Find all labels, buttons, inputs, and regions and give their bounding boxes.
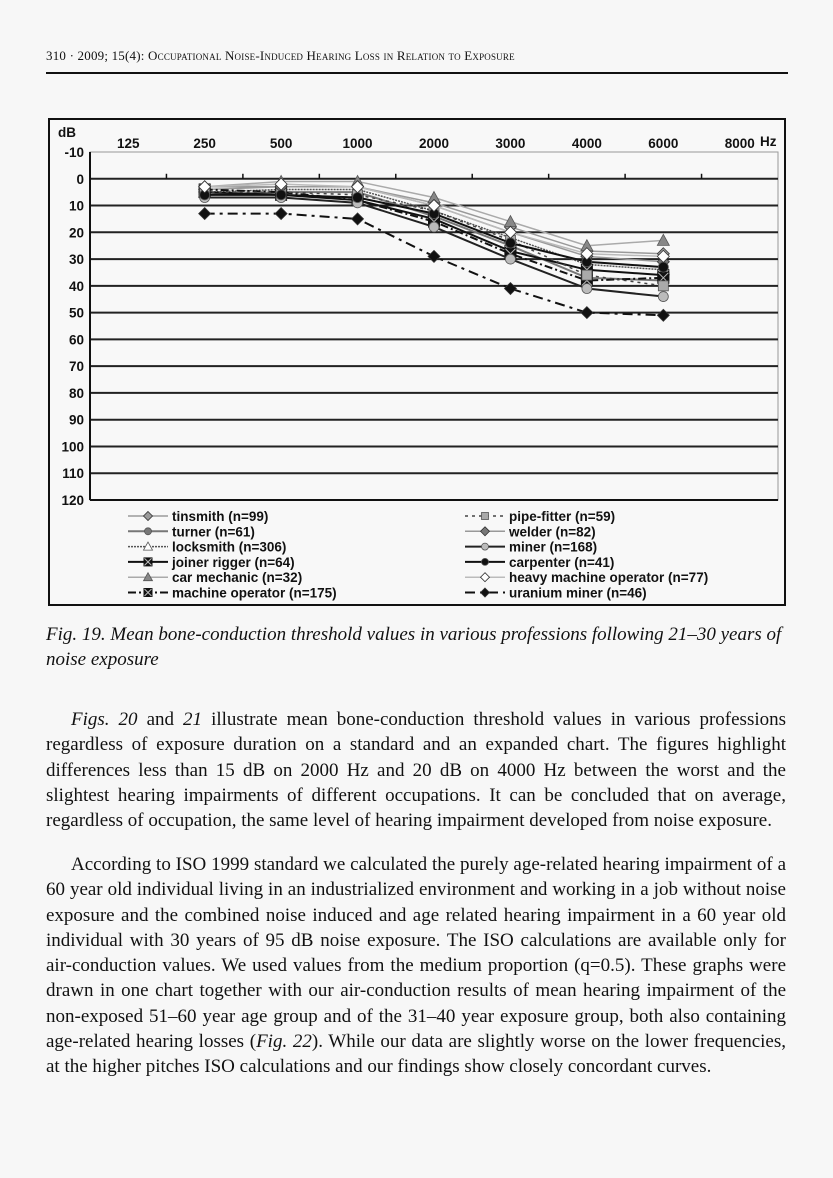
- svg-text:2000: 2000: [418, 136, 450, 151]
- svg-text:heavy machine operator (n=77): heavy machine operator (n=77): [509, 570, 709, 586]
- svg-text:-10: -10: [64, 145, 84, 160]
- svg-text:pipe-fitter (n=59): pipe-fitter (n=59): [509, 509, 616, 524]
- svg-text:10: 10: [68, 198, 84, 214]
- svg-text:miner (n=168): miner (n=168): [509, 539, 598, 555]
- svg-text:3000: 3000: [495, 136, 526, 151]
- figure-reference: Figs. 20: [71, 709, 138, 730]
- svg-text:welder (n=82): welder (n=82): [509, 524, 596, 540]
- legend-item: [128, 555, 295, 570]
- header-separator: ·: [69, 48, 75, 63]
- legend-item: [465, 570, 708, 585]
- svg-text:90: 90: [68, 412, 84, 428]
- legend-item: [128, 509, 268, 524]
- legend-item: [465, 555, 614, 570]
- svg-text:uranium miner (n=46): uranium miner (n=46): [509, 585, 647, 601]
- svg-text:500: 500: [269, 136, 293, 151]
- legend-item: [128, 586, 337, 601]
- paragraph-1: Figs. 20 and 21 illustrate mean bone-conduction threshold values in various professions regardless of exposure duration on a standard and an expanded chart. The figures highlight differences less than 15 dB on 2000 Hz and 20 dB on 4000 Hz between the worst and the slightest hearing impairments of different occupations. It can be concluded that on average, regardless of occupation, the same level of hearing impairment developed from noise exposure.: [46, 709, 787, 832]
- svg-text:carpenter (n=41): carpenter (n=41): [509, 554, 615, 570]
- figure-caption: Fig. 19. Mean bone-conduction threshold values in various professions following 21–30 years of noise exposure: [46, 624, 782, 670]
- svg-text:100: 100: [61, 439, 84, 455]
- svg-text:1000: 1000: [342, 136, 373, 151]
- svg-text:50: 50: [68, 305, 84, 321]
- svg-text:4000: 4000: [571, 136, 602, 151]
- legend-item: [465, 586, 647, 601]
- svg-text:dB: dB: [58, 125, 76, 140]
- svg-text:turner (n=61): turner (n=61): [172, 524, 255, 540]
- svg-text:machine operator (n=175): machine operator (n=175): [172, 585, 337, 601]
- svg-text:40: 40: [68, 278, 84, 294]
- svg-text:60: 60: [68, 332, 84, 348]
- paragraph-2: According to ISO 1999 standard we calculated the purely age-related hearing impairment of a 60 year old individual living in an industrialized environment and working in a job without noise exposure and the combined noise induced and age related hearing impairment in a 60 year old individual with 30 years of 95 dB noise exposure. The ISO calculations are available only for air-conduction values. We used values from the medium proportion (q=0.5). These graphs were drawn in one chart together with our air-conduction results of mean hearing impairment of the non-exposed 51–60 year age group and of the 31–40 year exposure group, both also containing age-related hearing losses (Fig. 22). While our data are slightly worse on the lower frequencies, at the higher pitches ISO calculations and our findings show closely concordant curves.: [46, 854, 786, 1078]
- svg-text:Hz: Hz: [760, 134, 777, 149]
- svg-text:125: 125: [116, 136, 140, 151]
- svg-text:6000: 6000: [648, 136, 679, 151]
- svg-text:tinsmith (n=99): tinsmith (n=99): [172, 509, 269, 524]
- running-title: Occupational Noise-Induced Hearing Loss in Relation to Exposure: [148, 48, 515, 63]
- journal-citation: 2009; 15(4):: [77, 48, 145, 63]
- page-number: 310: [46, 48, 67, 63]
- svg-text:110: 110: [62, 466, 84, 482]
- svg-text:8000: 8000: [724, 136, 755, 151]
- legend-item: [128, 524, 255, 539]
- figure-reference: Fig. 22: [256, 1031, 312, 1053]
- header-rule: [46, 72, 788, 74]
- audiogram-chart: [50, 120, 784, 604]
- svg-text:250: 250: [193, 136, 216, 151]
- legend-item: [465, 524, 596, 539]
- svg-text:120: 120: [61, 493, 84, 508]
- svg-text:joiner rigger (n=64): joiner rigger (n=64): [172, 554, 295, 570]
- figure-19: [48, 118, 786, 606]
- figure-reference: 21: [183, 709, 203, 730]
- svg-text:30: 30: [68, 252, 84, 268]
- running-header: [46, 48, 786, 64]
- legend-item: [128, 540, 286, 555]
- svg-text:locksmith (n=306): locksmith (n=306): [172, 539, 287, 555]
- legend-item: [465, 540, 597, 555]
- svg-text:80: 80: [68, 385, 84, 401]
- legend-item: [465, 509, 615, 524]
- svg-text:20: 20: [68, 225, 84, 241]
- svg-text:0: 0: [76, 171, 84, 187]
- svg-text:70: 70: [68, 359, 84, 375]
- legend-item: [128, 570, 302, 585]
- svg-text:car mechanic (n=32): car mechanic (n=32): [172, 570, 303, 586]
